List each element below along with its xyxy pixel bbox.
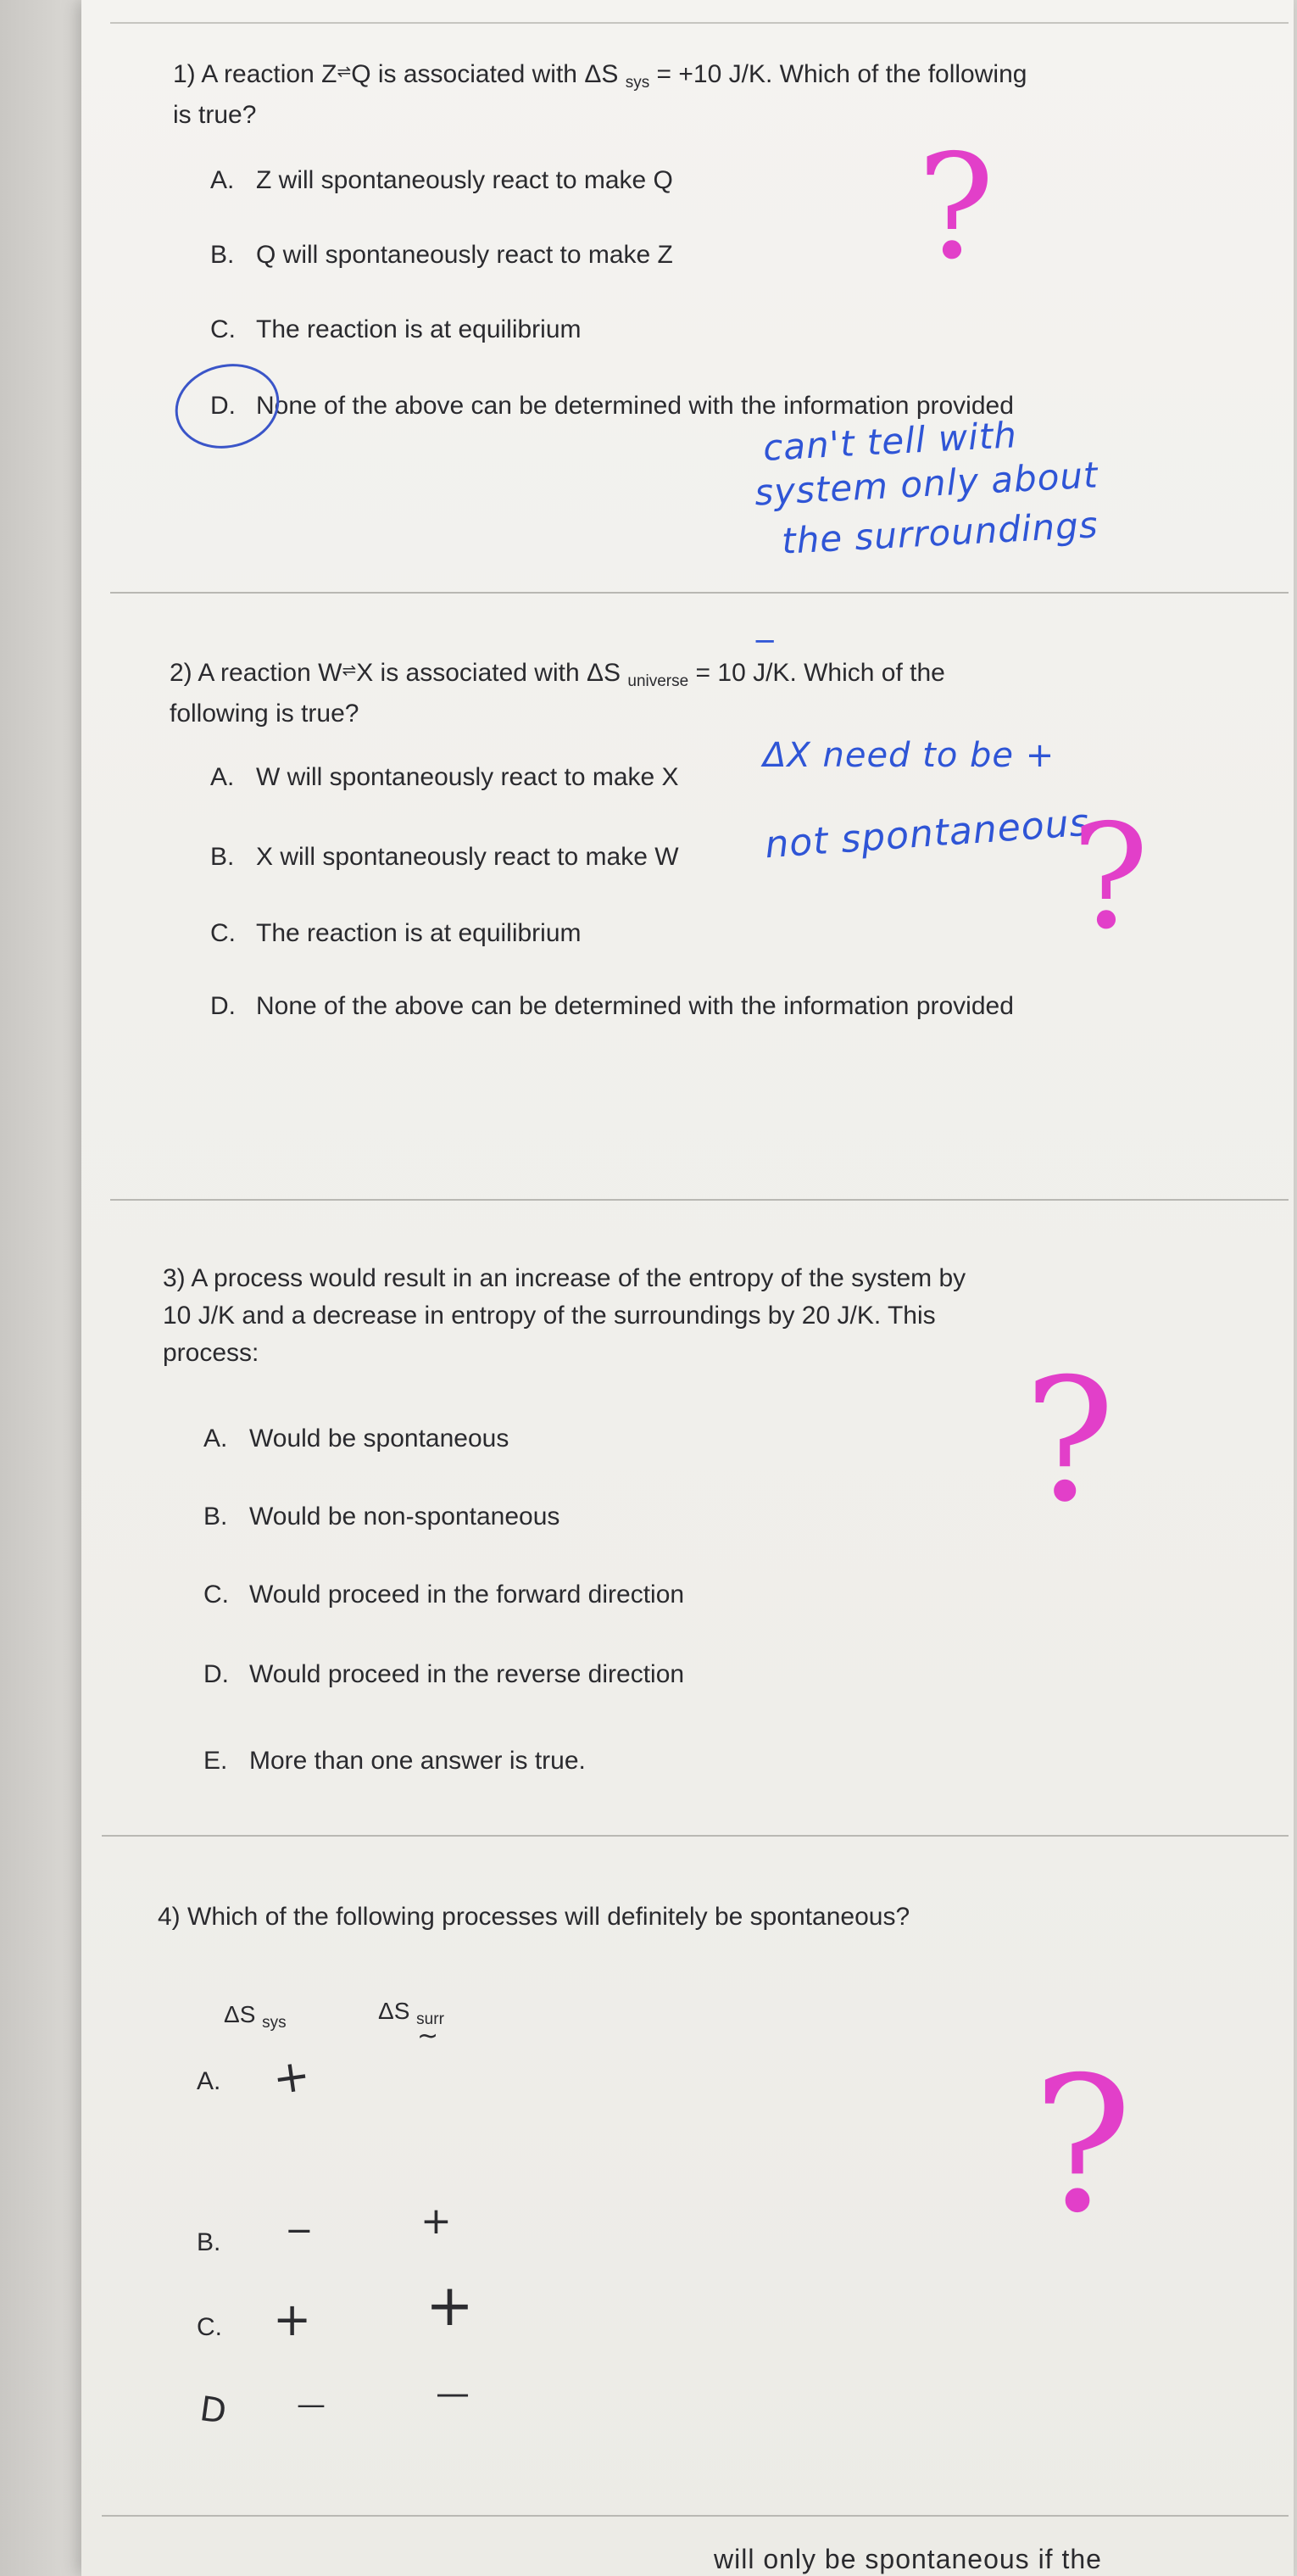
question-4-option-b[interactable]: B. xyxy=(197,2228,221,2256)
handwritten-sign: — xyxy=(297,2388,326,2422)
question-1-option-b[interactable]: B. Q will spontaneously react to make Z xyxy=(210,241,673,269)
equilibrium-arrow-icon: ⇌ xyxy=(342,661,357,680)
divider-top xyxy=(110,22,1289,24)
next-question-partial-text: will only be spontaneous if the xyxy=(714,2544,1102,2574)
handwritten-sign: — xyxy=(436,2374,470,2413)
divider-1 xyxy=(110,592,1289,594)
question-2-option-c[interactable]: C. The reaction is at equilibrium xyxy=(210,919,582,947)
question-1-option-c[interactable]: C. The reaction is at equilibrium xyxy=(210,315,582,343)
question-mark-annotation: ? xyxy=(1024,1342,1116,1540)
question-1-option-d[interactable]: D. None of the above can be determined with the information provided xyxy=(210,392,1014,420)
handwritten-minus-mark: − xyxy=(753,624,777,658)
handwritten-sign: + xyxy=(270,2049,314,2105)
question-1-option-a[interactable]: A. Z will spontaneously react to make Q xyxy=(210,166,673,194)
handwritten-note-line-1: ΔX need to be + xyxy=(763,736,1055,775)
handwritten-sign: + xyxy=(420,2200,452,2243)
question-2-option-a[interactable]: A. W will spontaneously react to make X xyxy=(210,763,679,791)
question-3-option-a[interactable]: A. Would be spontaneous xyxy=(203,1425,509,1452)
handwritten-sign: + xyxy=(426,2272,474,2339)
question-4-stem: 4) Which of the following processes will definitely be spontaneous? xyxy=(158,1903,910,1931)
handwritten-sign: + xyxy=(273,2293,312,2346)
handwritten-note-line-3: the surroundings xyxy=(780,504,1099,562)
question-2-stem: 2) A reaction W⇌X is associated with ΔS $_{universe}$ = 10 J/K. Which of the following is true? xyxy=(170,659,945,728)
divider-3 xyxy=(102,1835,1289,1837)
handwritten-sign: − xyxy=(285,2211,314,2250)
question-3-option-e[interactable]: E. More than one answer is true. xyxy=(203,1747,586,1775)
handwritten-note-line-1: can't tell with xyxy=(761,414,1018,469)
question-4-option-d[interactable]: D xyxy=(197,2389,229,2432)
question-3-option-b[interactable]: B. Would be non-spontaneous xyxy=(203,1503,560,1531)
question-3-stem: 3) A process would result in an increase of the entropy of the system by 10 J/K and a decrease in entropy of the surroundings by 20 J/K. This process: xyxy=(163,1264,966,1367)
question-mark-annotation: ? xyxy=(917,124,995,292)
divider-4 xyxy=(102,2515,1289,2517)
handwritten-note-line-2: system only about xyxy=(753,454,1099,514)
equilibrium-arrow-icon: ⇌ xyxy=(337,63,352,81)
handwritten-sign: ~ xyxy=(417,2021,439,2051)
question-3-option-c[interactable]: C. Would proceed in the forward direction xyxy=(203,1581,685,1609)
column-header-delta-s-surr: ΔS $_{surr}$ xyxy=(378,1998,444,2028)
question-1-stem: 1) A reaction Z⇌Q is associated with ΔS $_{sys}$ = +10 J/K. Which of the following is true? xyxy=(173,60,1027,129)
question-2-option-b[interactable]: B. X will spontaneously react to make W xyxy=(210,843,679,871)
handwritten-note-line-2: not spontaneous xyxy=(763,800,1091,867)
column-header-delta-s-sys: ΔS $_{sys}$ xyxy=(224,2001,287,2032)
question-2-option-d[interactable]: D. None of the above can be determined with the information provided xyxy=(210,992,1014,1020)
divider-2 xyxy=(110,1199,1289,1201)
question-mark-annotation: ? xyxy=(1033,2037,1133,2254)
question-mark-annotation: ? xyxy=(1072,794,1149,962)
question-3-option-d[interactable]: D. Would proceed in the reverse direction xyxy=(203,1660,685,1688)
question-4-option-c[interactable]: C. xyxy=(197,2313,222,2341)
question-4-option-a[interactable]: A. xyxy=(197,2067,221,2095)
